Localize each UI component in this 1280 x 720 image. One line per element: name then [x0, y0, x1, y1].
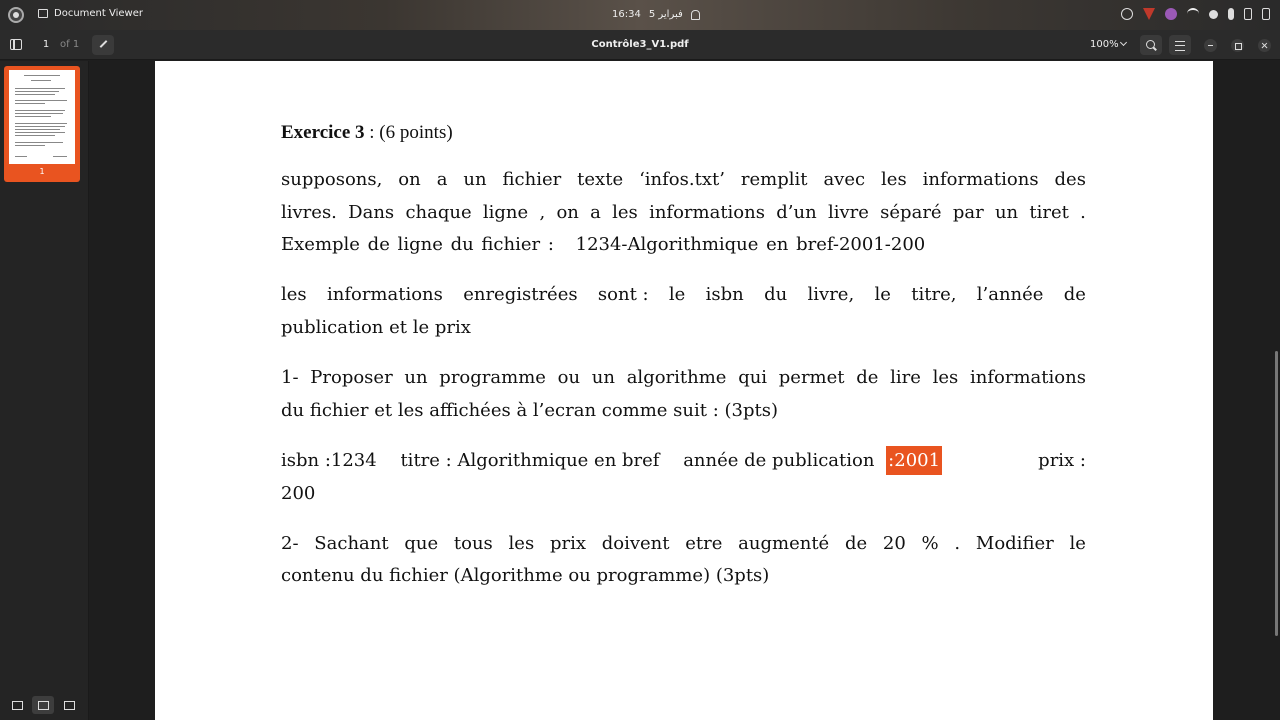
word: algorithme	[626, 367, 727, 388]
output-isbn: isbn :1234	[281, 450, 377, 471]
system-tray[interactable]	[1121, 8, 1270, 20]
microphone-icon[interactable]	[1228, 8, 1234, 20]
word: le	[1069, 533, 1086, 554]
word: chaque	[405, 202, 472, 223]
output-line2: 200	[281, 483, 316, 504]
p1-line1	[281, 170, 1086, 190]
word: Dans	[348, 202, 395, 223]
word: a	[590, 202, 601, 223]
clock[interactable]	[612, 9, 700, 20]
word: l’année	[976, 284, 1044, 305]
word: ,	[539, 202, 546, 223]
word: d’un	[776, 202, 817, 223]
outline-view-icon[interactable]	[32, 696, 54, 714]
word: séparé	[880, 202, 942, 223]
word: etre	[685, 533, 723, 554]
document-canvas[interactable]	[90, 61, 1280, 720]
close-icon[interactable]	[1258, 39, 1271, 52]
word: titre,	[911, 284, 957, 305]
word: de	[844, 533, 868, 554]
word: Sachant	[314, 533, 389, 554]
q1-line1	[281, 368, 1086, 388]
chrome-icon[interactable]	[1121, 8, 1133, 20]
word: avec	[823, 169, 866, 190]
word: lire	[890, 367, 921, 388]
clock-date: 5 فبراير	[648, 9, 683, 20]
word: les	[281, 284, 307, 305]
word: le	[874, 284, 891, 305]
word: qui	[738, 367, 768, 388]
word: tous	[453, 533, 493, 554]
word: informations	[326, 284, 443, 305]
word: les	[612, 202, 638, 223]
vertical-scrollbar[interactable]	[1275, 351, 1278, 636]
word: 2-	[281, 533, 299, 554]
word: programme	[439, 367, 546, 388]
wifi-icon[interactable]	[1187, 8, 1199, 20]
word: que	[404, 533, 439, 554]
search-highlight[interactable]: :2001	[886, 446, 942, 475]
word: permet	[778, 367, 845, 388]
bell-icon	[691, 10, 700, 20]
word: fichier	[502, 169, 562, 190]
word: ou	[557, 367, 581, 388]
output-annee: année de publication	[683, 450, 875, 471]
word: a	[436, 169, 448, 190]
word: informations	[649, 202, 765, 223]
zoom-level[interactable]: 100%	[1090, 39, 1119, 50]
word: doivent	[601, 533, 670, 554]
pdf-page	[155, 61, 1213, 720]
q1-line2: du fichier et les affichées à l’ecran comme suit : (3pts)	[281, 400, 779, 421]
word: livre	[827, 202, 869, 223]
word: informations	[922, 169, 1039, 190]
p2-line2: publication et le prix	[281, 317, 471, 338]
thumbnail-page-label: 1	[39, 167, 45, 176]
page-number-input[interactable]: 1	[42, 39, 50, 50]
word: on	[556, 202, 579, 223]
word: les	[881, 169, 907, 190]
word: du	[764, 284, 788, 305]
word: Modifier	[975, 533, 1054, 554]
word: ‘infos.txt’	[639, 169, 725, 190]
output-line1	[281, 451, 1086, 471]
word: .	[1080, 202, 1086, 223]
maximize-icon[interactable]	[1231, 39, 1244, 52]
thumbnail-sidebar	[0, 61, 89, 720]
example-prefix: Exemple de ligne du fichier :	[281, 234, 554, 255]
word: un	[463, 169, 487, 190]
word: on	[398, 169, 421, 190]
word: un	[994, 202, 1019, 223]
output-prix: prix :	[1038, 450, 1086, 471]
example-line: 1234-Algorithmique en bref-2001-200	[575, 234, 926, 255]
extension-icon[interactable]	[1165, 8, 1177, 20]
minimize-icon[interactable]	[1204, 39, 1217, 52]
activities-icon[interactable]	[8, 7, 24, 23]
word: .	[954, 533, 961, 554]
word: isbn	[705, 284, 744, 305]
exercise-heading	[281, 123, 1086, 143]
viewer-header-bar	[0, 30, 1280, 60]
word: par	[952, 202, 984, 223]
annotations-view-icon[interactable]	[58, 696, 80, 714]
word: le	[668, 284, 686, 305]
accessibility-icon[interactable]	[1209, 10, 1218, 19]
q2-line2: contenu du fichier (Algorithme ou programme) (3pts)	[281, 565, 770, 586]
q2-line1	[281, 534, 1086, 554]
word: de	[856, 367, 879, 388]
word: enregistrées	[463, 284, 578, 305]
search-icon[interactable]	[1140, 35, 1162, 55]
p1-line2	[281, 203, 1086, 223]
word: texte	[577, 169, 624, 190]
vpn-shield-icon[interactable]	[1143, 8, 1155, 20]
word: 1-	[281, 367, 299, 388]
exercise-points: : (6 points)	[364, 122, 453, 143]
word: prix	[549, 533, 586, 554]
page-thumbnail-image	[9, 70, 75, 164]
word: sont :	[597, 284, 649, 305]
word: les	[932, 367, 959, 388]
word: ligne	[482, 202, 529, 223]
word: %	[921, 533, 939, 554]
page-thumbnail-selected[interactable]	[4, 66, 80, 182]
word: remplit	[740, 169, 808, 190]
clipboard-icon[interactable]	[1244, 8, 1252, 20]
word: les	[508, 533, 535, 554]
page-count: of 1	[60, 39, 80, 50]
word: augmenté	[738, 533, 830, 554]
hamburger-menu-icon[interactable]	[1169, 35, 1191, 55]
word: Proposer	[310, 367, 393, 388]
sidebar-mode-buttons	[6, 696, 80, 714]
system-top-bar	[0, 0, 1280, 30]
word: des	[1054, 169, 1086, 190]
thumbnails-view-icon[interactable]	[6, 696, 28, 714]
battery-icon[interactable]	[1262, 8, 1270, 20]
exercise-label: Exercice 3	[281, 122, 365, 143]
word: livre,	[807, 284, 855, 305]
word: informations	[970, 367, 1086, 388]
document-viewer-icon	[38, 9, 48, 18]
word: de	[1063, 284, 1086, 305]
word: livres.	[281, 202, 337, 223]
word: un	[591, 367, 615, 388]
p1-line3	[281, 235, 1086, 255]
app-name: Document Viewer	[54, 8, 143, 19]
p2-line1	[281, 285, 1086, 305]
app-menu[interactable]	[38, 8, 143, 19]
clock-time: 16:34	[612, 9, 641, 20]
document-title: Contrôle3_V1.pdf	[591, 39, 689, 50]
word: 20	[882, 533, 906, 554]
word: un	[404, 367, 428, 388]
word: supposons,	[281, 169, 383, 190]
output-titre: titre : Algorithmique en bref	[400, 450, 660, 471]
word: tiret	[1029, 202, 1069, 223]
